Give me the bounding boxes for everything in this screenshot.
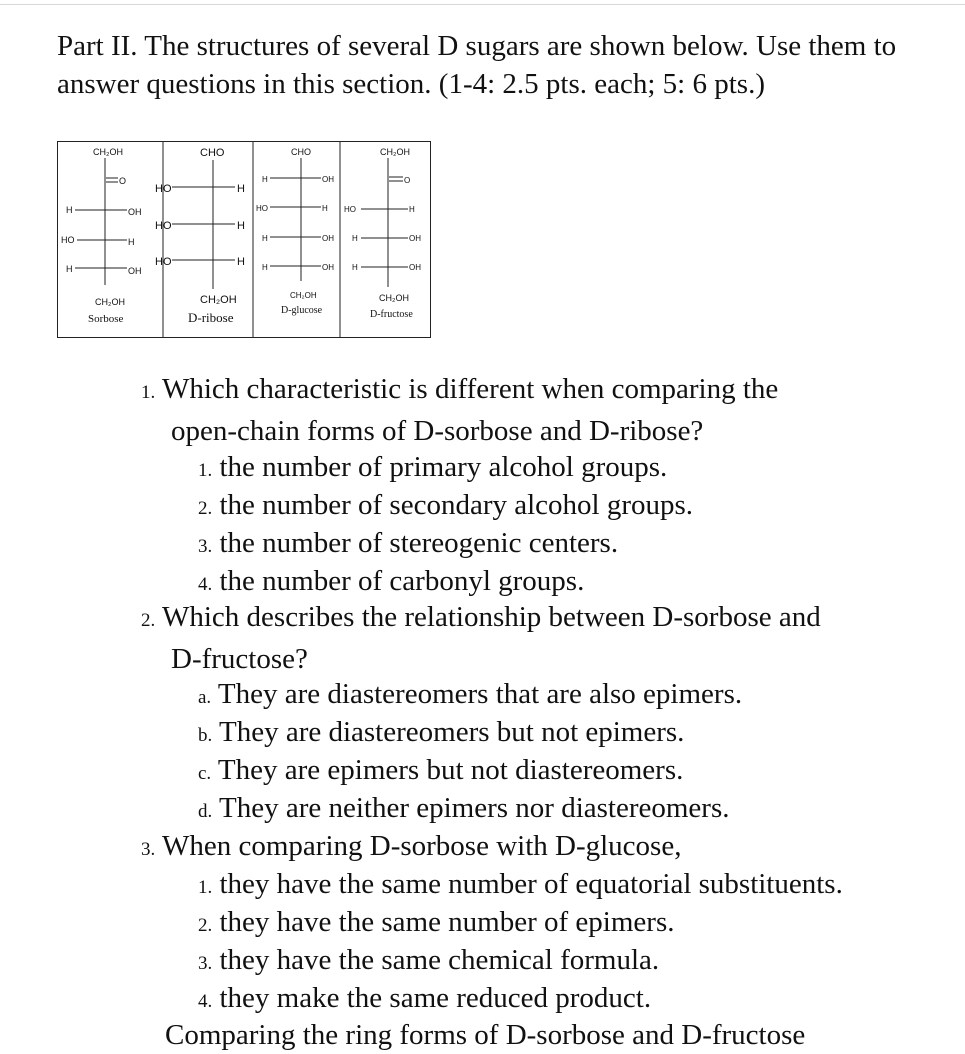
- svg-text:H: H: [322, 204, 328, 213]
- question-number: 3.: [141, 839, 156, 860]
- sugar-name-sorbose: Sorbose: [88, 313, 124, 325]
- ribose-bottom-ch2oh: CH₂OH: [200, 294, 237, 306]
- cutoff-next-question: Comparing the ring forms of D-sorbose and D-fructose: [165, 1019, 806, 1051]
- d-glucose-structure: [256, 147, 334, 316]
- svg-text:HO: HO: [256, 204, 268, 213]
- svg-text:H: H: [66, 205, 73, 215]
- carbonyl-o: O: [119, 176, 127, 186]
- svg-text:HO: HO: [61, 235, 75, 245]
- q2-option-b: b. They are diastereomers but not epimers.: [198, 716, 685, 748]
- sugar-name-d-ribose: D-ribose: [188, 310, 234, 325]
- svg-text:OH: OH: [128, 207, 142, 217]
- q1-option-3: 3. the number of stereogenic centers.: [198, 527, 619, 559]
- q2-option-d: d. They are neither epimers nor diastereomers.: [198, 792, 730, 824]
- q3-option-2: 2. they have the same number of epimers.: [198, 906, 675, 938]
- svg-text:OH: OH: [322, 234, 334, 243]
- q1-option-4: 4. the number of carbonyl groups.: [198, 565, 585, 597]
- sugar-name-d-fructose: D-fructose: [370, 309, 413, 320]
- svg-text:OH: OH: [409, 234, 421, 243]
- section-header: Part II. The structures of several D sugars are shown below. Use them to answer questions in this section. (1-4: 2.5 pts. each; 5: 6 pts.): [57, 30, 897, 100]
- svg-text:OH: OH: [128, 266, 142, 276]
- fructose-top-ch2oh: CH₂OH: [380, 147, 410, 157]
- question-number: 1.: [141, 382, 156, 403]
- svg-text:HO: HO: [155, 256, 172, 268]
- svg-text:H: H: [352, 234, 358, 243]
- question-text-continued: D-fructose?: [171, 643, 308, 675]
- svg-text:H: H: [262, 175, 268, 184]
- question-1: [141, 370, 778, 450]
- svg-text:H: H: [128, 237, 135, 247]
- d-fructose-structure: [344, 147, 421, 320]
- q2-option-a: a. They are diastereomers that are also epimers.: [198, 678, 743, 710]
- glucose-bottom-ch2oh: CH₂OH: [290, 291, 317, 300]
- q3-option-3: 3. they have the same chemical formula.: [198, 944, 660, 976]
- question-2: [141, 598, 821, 678]
- q3-option-1: 1. they have the same number of equatorial substituents.: [198, 868, 843, 900]
- sorbose-top-ch2oh: CH₂OH: [93, 147, 123, 157]
- sugar-name-d-glucose: D-glucose: [281, 305, 323, 316]
- svg-text:H: H: [409, 205, 415, 214]
- fructose-bottom-ch2oh: CH₂OH: [379, 293, 409, 303]
- question-text: When comparing D-sorbose with D-glucose,: [162, 830, 682, 862]
- q1-option-2: 2. the number of secondary alcohol groups.: [198, 489, 694, 521]
- question-text-continued: open-chain forms of D-sorbose and D-ribose?: [171, 415, 704, 447]
- question-3: [141, 827, 681, 869]
- question-number: 2.: [141, 610, 156, 631]
- q1-option-1: 1. the number of primary alcohol groups.: [198, 451, 668, 483]
- glucose-top-cho: CHO: [291, 147, 311, 157]
- svg-text:HO: HO: [344, 205, 356, 214]
- q3-option-4: 4. they make the same reduced product.: [198, 982, 652, 1014]
- svg-text:OH: OH: [322, 175, 334, 184]
- fischer-projection-svg: [57, 141, 431, 338]
- svg-text:H: H: [352, 263, 358, 272]
- ribose-top-cho: CHO: [200, 147, 225, 159]
- q2-option-c: c. They are epimers but not diastereomers.: [198, 754, 684, 786]
- svg-text:OH: OH: [409, 263, 421, 272]
- svg-text:H: H: [237, 183, 245, 195]
- question-text: Which describes the relationship between D-sorbose and: [162, 601, 821, 633]
- fischer-projection-figure: [57, 141, 431, 338]
- svg-text:HO: HO: [155, 183, 172, 195]
- svg-text:OH: OH: [322, 263, 334, 272]
- svg-text:H: H: [262, 263, 268, 272]
- sorbose-structure: [61, 147, 142, 325]
- svg-text:O: O: [404, 176, 411, 185]
- svg-text:H: H: [237, 220, 245, 232]
- svg-text:HO: HO: [155, 220, 172, 232]
- svg-text:H: H: [237, 256, 245, 268]
- sorbose-bottom-ch2oh: CH₂OH: [95, 297, 125, 307]
- d-ribose-structure: [155, 147, 245, 325]
- svg-text:H: H: [66, 264, 73, 274]
- top-divider: [0, 4, 965, 5]
- svg-text:H: H: [262, 234, 268, 243]
- question-text: Which characteristic is different when comparing the: [162, 373, 779, 405]
